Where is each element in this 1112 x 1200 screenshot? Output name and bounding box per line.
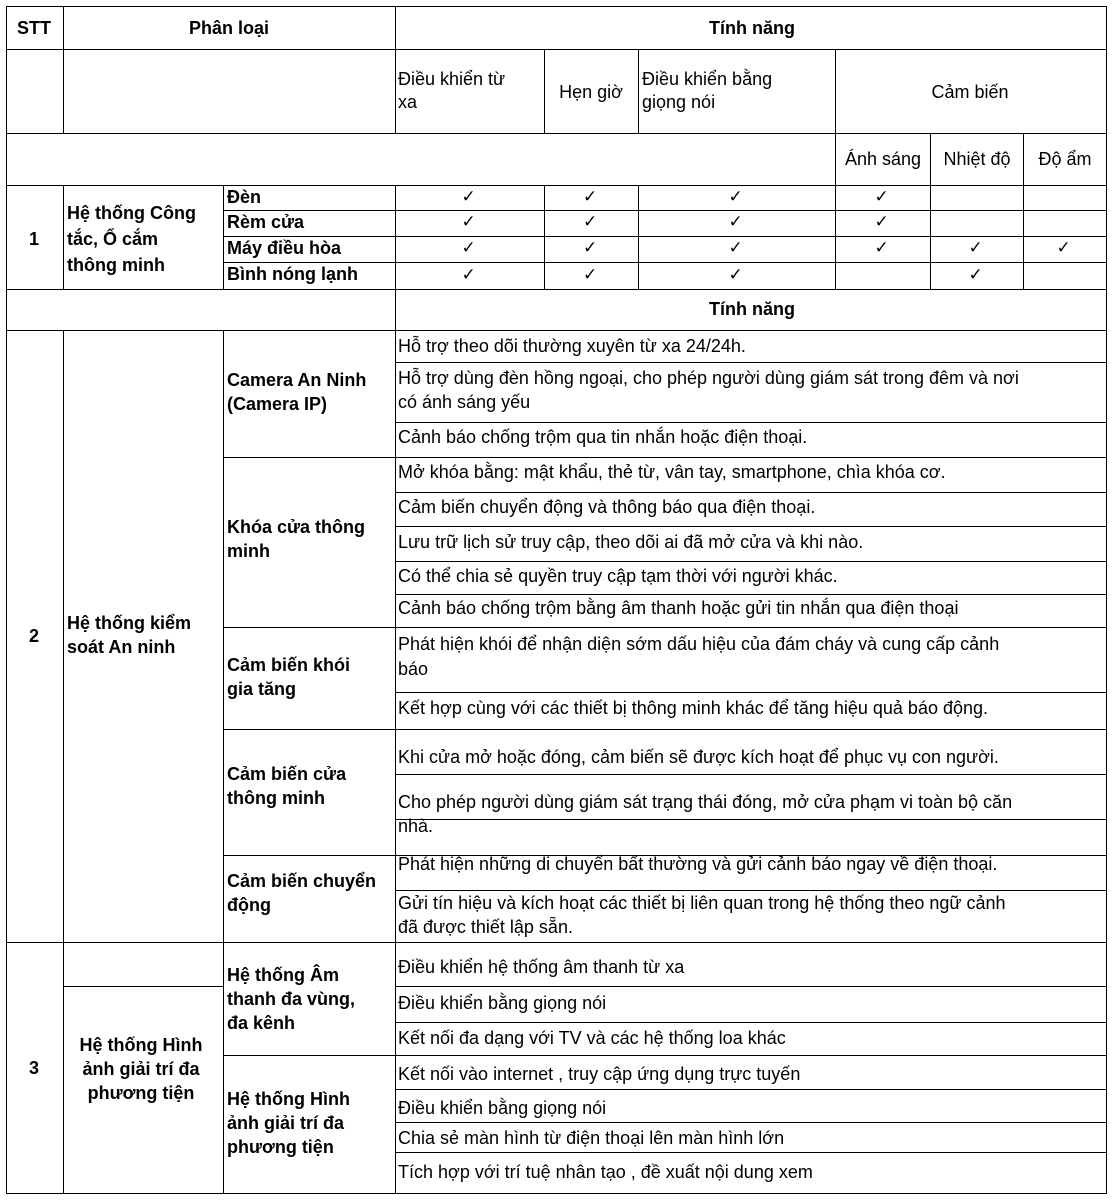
feature-text: Phát hiện những di chuyển bất thường và gửi cảnh báo ngay về điện thoại. <box>398 854 998 874</box>
table-bottom-border <box>6 1193 1107 1194</box>
group-number: 1 <box>28 229 39 249</box>
feature-text: Chia sẻ màn hình từ điện thoại lên màn hình lớn <box>398 1128 785 1148</box>
subgroup-name-line: đa kênh <box>227 1013 296 1033</box>
features-header: Tính năng <box>709 18 795 38</box>
grid-line <box>223 855 396 856</box>
group-number: 2 <box>28 626 39 646</box>
sensors-header: Cảm biến <box>931 82 1009 102</box>
feature-text: Cảnh báo chống trộm qua tin nhắn hoặc điện thoại. <box>398 427 808 447</box>
grid-line <box>395 526 1107 527</box>
grid-line <box>638 185 639 290</box>
grid-line <box>6 289 1107 290</box>
subgroup-name-line: Khóa cửa thông <box>227 517 366 537</box>
grid-line <box>395 362 1107 363</box>
feature-text: đã được thiết lập sẵn. <box>398 917 573 937</box>
group-name-line: Hệ thống Hình <box>79 1035 203 1055</box>
group-name-line: soát An ninh <box>67 637 176 657</box>
check-mark: ✓ <box>874 187 889 207</box>
grid-line <box>395 774 1107 775</box>
remote-header-line: xa <box>398 92 418 112</box>
check-mark: ✓ <box>728 265 743 285</box>
voice-header-line: Điều khiển bằng <box>642 69 773 89</box>
grid-line <box>395 1122 1107 1123</box>
subgroup-name-line: ảnh giải trí đa <box>227 1113 345 1133</box>
check-mark: ✓ <box>728 238 743 258</box>
table-left-border <box>6 6 7 1194</box>
subgroup-name-line: động <box>227 895 271 915</box>
group-name-line: tắc, Ổ cắm <box>67 229 159 249</box>
grid-line <box>6 330 1107 331</box>
grid-line <box>395 819 1107 820</box>
check-mark: ✓ <box>583 212 598 232</box>
subgroup-name-line: thanh đa vùng, <box>227 989 355 1009</box>
check-mark: ✓ <box>874 238 889 258</box>
timer-header: Hẹn giờ <box>559 82 623 102</box>
check-mark: ✓ <box>583 265 598 285</box>
grid-line <box>395 1089 1107 1090</box>
feature-text: Hỗ trợ dùng đèn hồng ngoại, cho phép người dùng giám sát trong đêm và nơi <box>398 368 1019 388</box>
grid-line <box>395 594 1107 595</box>
feature-text: Kết nối vào internet , truy cập ứng dụng trực tuyến <box>398 1064 801 1084</box>
group-name-line: thông minh <box>67 255 165 275</box>
grid-line <box>395 692 1107 693</box>
feature-text: Lưu trữ lịch sử truy cập, theo dõi ai đã mở cửa và khi nào. <box>398 532 864 552</box>
group-name-line: Hệ thống Công <box>67 203 196 223</box>
check-mark: ✓ <box>461 265 476 285</box>
check-mark: ✓ <box>583 238 598 258</box>
subgroup-name-line: gia tăng <box>227 679 297 699</box>
subgroup-name-line: Cảm biến khói <box>227 655 351 675</box>
feature-text: báo <box>398 659 429 679</box>
feature-text: Cảnh báo chống trộm bằng âm thanh hoặc gửi tin nhắn qua điện thoại <box>398 598 959 618</box>
check-mark: ✓ <box>461 238 476 258</box>
subgroup-name-line: phương tiện <box>227 1137 334 1157</box>
subgroup-name-line: thông minh <box>227 788 325 808</box>
grid-line <box>6 49 1107 50</box>
light-header: Ánh sáng <box>844 149 922 169</box>
grid-line <box>6 942 1107 943</box>
feature-text: Gửi tín hiệu và kích hoạt các thiết bị liên quan trong hệ thống theo ngữ cảnh <box>398 893 1006 913</box>
feature-text: Điều khiển bằng giọng nói <box>398 1098 607 1118</box>
device-name: Rèm cửa <box>227 212 305 232</box>
grid-line <box>544 185 545 290</box>
subgroup-name-line: Hệ thống Âm <box>227 965 339 985</box>
remote-header-line: Điều khiển từ <box>398 69 506 89</box>
grid-line <box>223 457 396 458</box>
features-section-header: Tính năng <box>709 299 795 319</box>
grid-line <box>395 492 1107 493</box>
device-name: Bình nóng lạnh <box>227 264 358 284</box>
check-mark: ✓ <box>583 187 598 207</box>
feature-text: Tích hợp với trí tuệ nhân tạo , đề xuất nội dung xem <box>398 1162 813 1182</box>
grid-line <box>395 1022 1107 1023</box>
grid-line <box>395 561 1107 562</box>
subgroup-name-line: Cảm biến cửa <box>227 764 347 784</box>
check-mark: ✓ <box>968 265 983 285</box>
device-name: Máy điều hòa <box>227 238 342 258</box>
temperature-header: Nhiệt độ <box>943 149 1011 169</box>
feature-text: Khi cửa mở hoặc đóng, cảm biến sẽ được kích hoạt để phục vụ con người. <box>398 747 999 767</box>
group-number: 3 <box>28 1058 39 1078</box>
humidity-header: Độ ẩm <box>1038 149 1092 169</box>
grid-line <box>6 185 1107 186</box>
grid-line <box>395 729 1107 730</box>
device-name: Đèn <box>227 187 262 207</box>
check-mark: ✓ <box>461 187 476 207</box>
subgroup-name-line: Hệ thống Hình <box>227 1089 350 1109</box>
subgroup-name-line: minh <box>227 541 270 561</box>
feature-text: Có thể chia sẻ quyền truy cập tạm thời với người khác. <box>398 566 838 586</box>
feature-text: Phát hiện khói để nhận diện sớm dấu hiệu của đám cháy và cung cấp cảnh <box>398 634 1000 654</box>
group-name-line: Hệ thống kiểm <box>67 613 192 633</box>
grid-line <box>395 1152 1107 1153</box>
check-mark: ✓ <box>461 212 476 232</box>
subgroup-name-line: Cảm biến chuyển <box>227 871 377 891</box>
feature-text: Cho phép người dùng giám sát trạng thái đóng, mở cửa phạm vi toàn bộ căn <box>398 792 1013 812</box>
table-right-border <box>1106 6 1107 1194</box>
grid-line <box>395 890 1107 891</box>
feature-text: nhà. <box>398 816 434 836</box>
check-mark: ✓ <box>728 212 743 232</box>
grid-line <box>223 729 396 730</box>
grid-line <box>395 422 1107 423</box>
check-mark: ✓ <box>1056 238 1071 258</box>
grid-line <box>223 236 1107 237</box>
feature-text: Điều khiển bằng giọng nói <box>398 993 607 1013</box>
grid-line <box>6 133 1107 134</box>
category-header: Phân loại <box>188 18 269 38</box>
grid-line <box>395 627 1107 628</box>
stt-header: STT <box>17 18 51 38</box>
grid-line <box>63 986 224 987</box>
feature-text: có ánh sáng yếu <box>398 392 531 412</box>
feature-text: Cảm biến chuyển động và thông báo qua điện thoại. <box>398 497 816 517</box>
feature-text: Kết nối đa dạng với TV và các hệ thống loa khác <box>398 1028 786 1048</box>
check-mark: ✓ <box>968 238 983 258</box>
voice-header-line: giọng nói <box>642 92 716 112</box>
group-name-line: ảnh giải trí đa <box>82 1059 200 1079</box>
grid-line <box>395 457 1107 458</box>
feature-text: Mở khóa bằng: mật khẩu, thẻ từ, vân tay, smartphone, chìa khóa cơ. <box>398 462 946 482</box>
feature-text: Hỗ trợ theo dõi thường xuyên từ xa 24/24h. <box>398 336 746 356</box>
feature-text: Kết hợp cùng với các thiết bị thông minh khác để tăng hiệu quả báo động. <box>398 698 989 718</box>
check-mark: ✓ <box>874 212 889 232</box>
grid-line <box>223 210 1107 211</box>
feature-text: Điều khiển hệ thống âm thanh từ xa <box>398 957 685 977</box>
table-top-border <box>6 6 1107 7</box>
subgroup-name-line: (Camera IP) <box>227 394 328 414</box>
check-mark: ✓ <box>728 187 743 207</box>
grid-line <box>395 986 1107 987</box>
group-name-line: phương tiện <box>87 1083 195 1103</box>
subgroup-name-line: Camera An Ninh <box>227 370 367 390</box>
